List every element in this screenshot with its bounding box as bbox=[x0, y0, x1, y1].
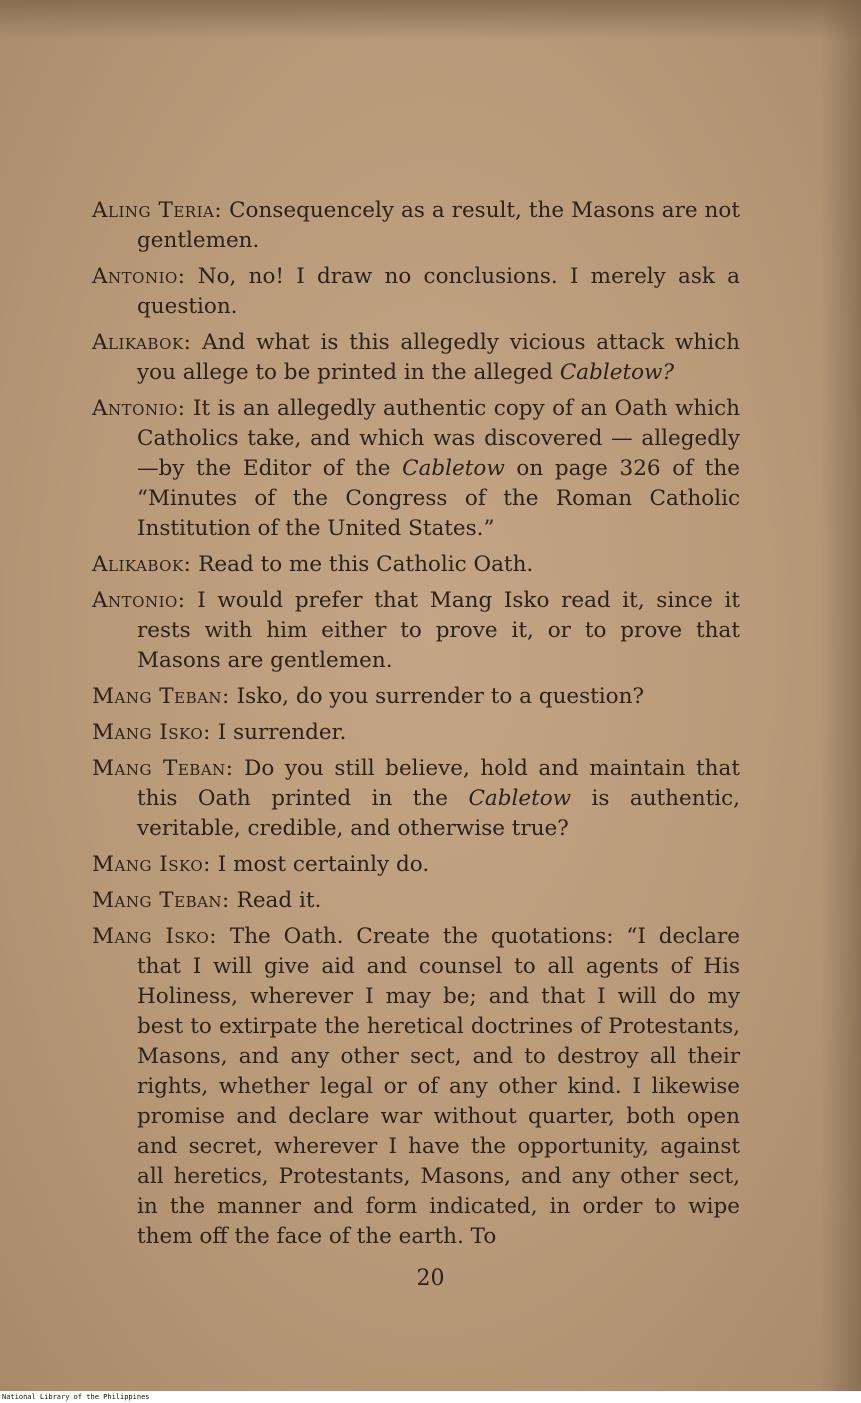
speech-text: I would prefer that Mang Isko read it, since it rests with him either to prove it, or to prove that Masons are gentlemen. bbox=[137, 588, 740, 673]
speaker-name: Antonio: bbox=[92, 588, 186, 613]
dialogue-entry bbox=[92, 718, 740, 748]
page-edge-shadow-right bbox=[821, 0, 861, 1403]
dialogue-entry bbox=[92, 262, 740, 322]
speaker-name: Antonio: bbox=[92, 264, 186, 289]
dialogue-entry bbox=[92, 886, 740, 916]
dialogue-entry bbox=[92, 922, 740, 1252]
speech-text: I most certainly do. bbox=[210, 852, 430, 877]
speech-text: is authentic, veritable, credible, and otherwise true? bbox=[137, 786, 740, 841]
page-number: 20 bbox=[416, 1266, 445, 1291]
dialogue-text bbox=[92, 196, 740, 1258]
speech-text: Do you still believe, hold and maintain that this Oath printed in the bbox=[137, 756, 740, 811]
speech-text: Read to me this Catholic Oath. bbox=[191, 552, 534, 577]
speech-text: It is an allegedly authentic copy of an Oath which Catholics take, and which was discovered — allegedly—by the Editor of the bbox=[137, 396, 740, 481]
speech-text: I surrender. bbox=[210, 720, 347, 745]
speaker-name: Antonio: bbox=[92, 396, 186, 421]
speaker-name: Mang Isko: bbox=[92, 720, 211, 745]
page-edge-shadow bbox=[0, 0, 861, 40]
footer-credit: National Library of the Philippines bbox=[0, 1391, 861, 1403]
speaker-name: Mang Teban: bbox=[92, 756, 234, 781]
speaker-name: Alikabok: bbox=[92, 552, 192, 577]
speech-text: Consequencely as a result, the Masons are not gentlemen. bbox=[137, 198, 740, 253]
dialogue-entry bbox=[92, 682, 740, 712]
dialogue-entry bbox=[92, 586, 740, 676]
speaker-name: Mang Teban: bbox=[92, 684, 230, 709]
speaker-name: Alikabok: bbox=[92, 330, 192, 355]
dialogue-entry bbox=[92, 196, 740, 256]
speech-text: on page 326 of the “Minutes of the Congress of the Roman Catholic Institution of the United States.” bbox=[137, 456, 740, 541]
speaker-name: Aling Teria: bbox=[92, 198, 223, 223]
speaker-name: Mang Isko: bbox=[92, 924, 217, 949]
speech-text: The Oath. Create the quotations: “I declare that I will give aid and counsel to all agents of His Holiness, wherever I may be; and that I will do my best to extirpate the heretical doctrines of Protestants, Masons, and any other sect, and to destroy all their rights, whether legal or of any other kind. I likewise promise and declare war without quarter, both open and secret, wherever I have the opportunity, against all heretics, Protestants, Masons, and any other sect, in the manner and form indicated, in order to wipe them off the face of the earth. To bbox=[137, 924, 741, 1249]
speech-text: Read it. bbox=[229, 888, 322, 913]
dialogue-entry bbox=[92, 754, 740, 844]
speaker-name: Mang Teban: bbox=[92, 888, 230, 913]
speech-text: No, no! I draw no conclusions. I merely ask a question. bbox=[137, 264, 740, 319]
speech-text: Isko, do you surrender to a question? bbox=[229, 684, 645, 709]
speaker-name: Mang Isko: bbox=[92, 852, 211, 877]
italic-title: Cabletow? bbox=[559, 360, 674, 385]
italic-title: Cabletow bbox=[402, 456, 505, 481]
dialogue-entry bbox=[92, 394, 740, 544]
speech-text: And what is this allegedly vicious attack which you allege to be printed in the alleged bbox=[137, 330, 740, 385]
dialogue-entry bbox=[92, 550, 740, 580]
italic-title: Cabletow bbox=[468, 786, 572, 811]
dialogue-entry bbox=[92, 850, 740, 880]
dialogue-entry bbox=[92, 328, 740, 388]
